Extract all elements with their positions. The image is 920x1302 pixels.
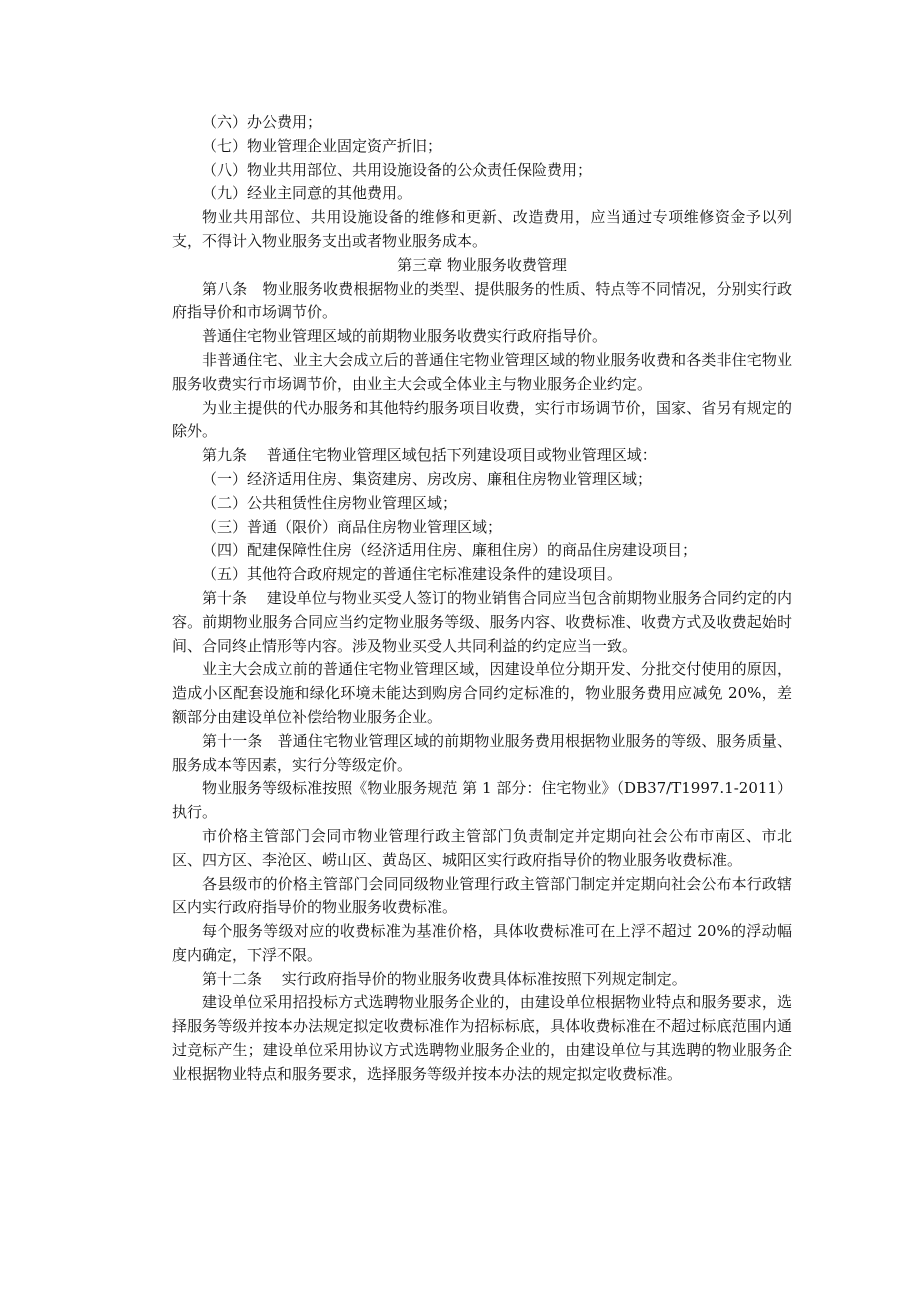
list-item-fee-7: （七）物业管理企业固定资产折旧； xyxy=(202,136,443,155)
list-item-housing-5: （五）其他符合政府规定的普通住宅标准建设条件的建设项目。 xyxy=(202,565,623,584)
paragraph-maintenance-fund: 物业共用部位、共用设施设备的维修和更新、改造费用，应当通过专项维修资金予以列支，不得计入物业服务支出或者物业服务成本。 xyxy=(172,208,792,250)
paragraph-agency-services: 为业主提供的代办服务和其他特约服务项目收费，实行市场调节价，国家、省另有规定的除外。 xyxy=(172,398,792,441)
paragraph-county-cities: 各县级市的价格主管部门会同同级物业管理行政主管部门制定并定期向社会公布本行政辖区内实行政府指导价的物业服务收费标准。 xyxy=(172,874,792,917)
chapter-heading: 第三章 物业服务收费管理 xyxy=(397,255,567,274)
article-11: 第十一条 普通住宅物业管理区域的前期物业服务费用根据物业服务的等级、服务质量、服务成本等因素，实行分等级定价。 xyxy=(172,731,792,774)
list-item-housing-2: （二）公共租赁性住房物业管理区域； xyxy=(202,493,458,512)
paragraph-fee-reduction: 业主大会成立前的普通住宅物业管理区域，因建设单位分期开发、分批交付使用的原因，造成小区配套设施和绿化环境未能达到购房合同约定标准的，物业服务费用应减免 20%，差额部分由建设单位补偿给物业服务企业。 xyxy=(172,660,792,726)
paragraph-government-guided-price: 普通住宅物业管理区域的前期物业服务收费实行政府指导价。 xyxy=(202,327,608,346)
list-item-fee-9: （九）经业主同意的其他费用。 xyxy=(202,184,413,203)
paragraph-bidding: 建设单位采用招投标方式选聘物业服务企业的，由建设单位根据物业特点和服务要求，选择服务等级并按本办法规定拟定收费标准作为招标标底，具体收费标准在不超过标底范围内通过竞标产生；建设单位采用协议方式选聘物业服务企业的，由建设单位与其选聘的物业服务企业根据物业特点和服务要求，选择服务等级并按本办法的规定拟定收费标准。 xyxy=(172,993,792,1083)
article-12: 第十二条 实行政府指导价的物业服务收费具体标准按照下列规定制定。 xyxy=(202,969,687,988)
paragraph-base-price: 每个服务等级对应的收费标准为基准价格，具体收费标准可在上浮不超过 20%的浮动幅度内确定，下浮不限。 xyxy=(172,922,792,964)
list-item-fee-8: （八）物业共用部位、共用设施设备的公众责任保险费用； xyxy=(202,160,593,179)
document-body xyxy=(172,111,792,1087)
paragraph-service-standard: 物业服务等级标准按照《物业服务规范 第 1 部分：住宅物业》（DB37/T1997.1-2011）执行。 xyxy=(172,779,792,822)
list-item-housing-4: （四）配建保障性住房（经济适用住房、廉租住房）的商品住房建设项目； xyxy=(202,541,698,560)
list-item-housing-3: （三）普通（限价）商品住房物业管理区域； xyxy=(202,517,503,536)
list-item-fee-6: （六）办公费用； xyxy=(202,113,323,131)
list-item-housing-1: （一）经济适用住房、集资建房、房改房、廉租住房物业管理区域； xyxy=(202,469,653,488)
article-10: 第十条 建设单位与物业买受人签订的物业销售合同应当包含前期物业服务合同约定的内容。前期物业服务合同应当约定物业服务等级、服务内容、收费标准、收费方式及收费起始时间、合同终止情形等内容。涉及物业买受人共同利益的约定应当一致。 xyxy=(172,588,792,655)
article-8: 第八条 物业服务收费根据物业的类型、提供服务的性质、特点等不同情况，分别实行政府指导价和市场调节价。 xyxy=(172,279,792,322)
paragraph-city-districts: 市价格主管部门会同市物业管理行政主管部门负责制定并定期向社会公布市南区、市北区、四方区、李沧区、崂山区、黄岛区、城阳区实行政府指导价的物业服务收费标准。 xyxy=(172,826,792,869)
paragraph-market-price: 非普通住宅、业主大会成立后的普通住宅物业管理区域的物业服务收费和各类非住宅物业服务收费实行市场调节价，由业主大会或全体业主与物业服务企业约定。 xyxy=(172,350,792,393)
article-9: 第九条 普通住宅物业管理区域包括下列建设项目或物业管理区域： xyxy=(202,446,657,465)
